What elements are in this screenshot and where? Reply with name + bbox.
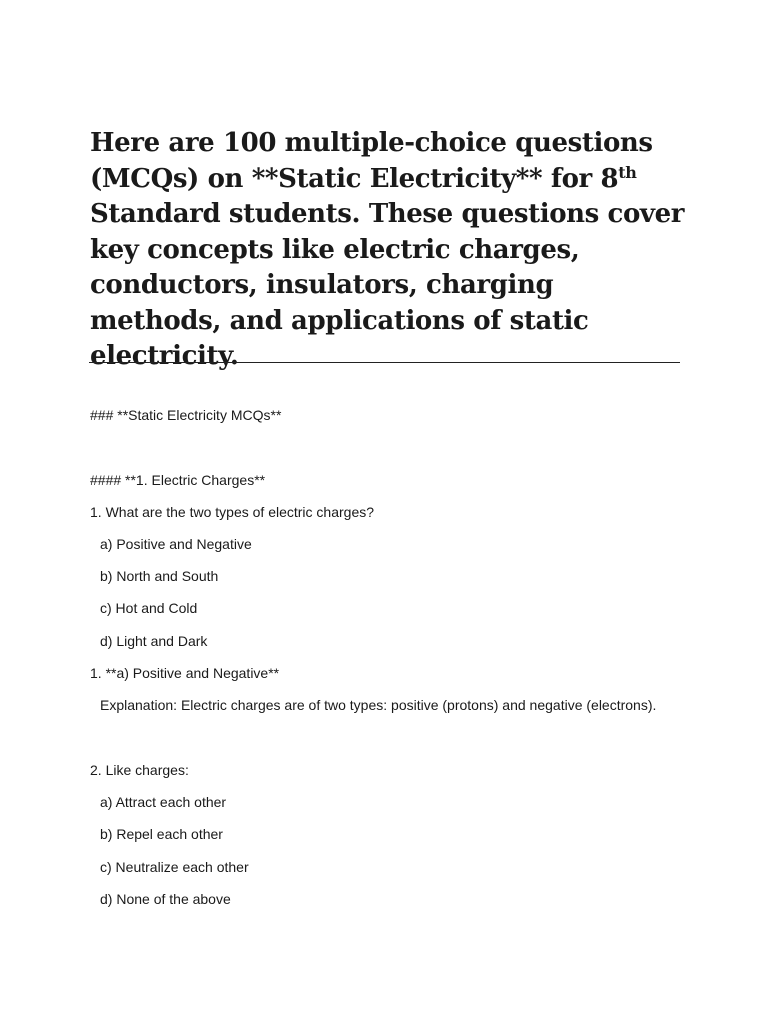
question-1-option-c: c) Hot and Cold xyxy=(100,600,198,616)
intro-heading-text: Here are 100 multiple-choice questions (MCQs) on **Static Electricity** for 8 xyxy=(90,128,653,194)
subsection-title: #### **1. Electric Charges** xyxy=(90,472,266,488)
question-1-explanation: Explanation: Electric charges are of two types: positive (protons) and negative (electrons). xyxy=(100,697,657,713)
question-2-option-d: d) None of the above xyxy=(100,891,231,907)
question-1-option-b: b) North and South xyxy=(100,568,219,584)
question-1-option-d: d) Light and Dark xyxy=(100,633,208,649)
section-title: ### **Static Electricity MCQs** xyxy=(90,407,282,423)
intro-heading-text-continued: Standard students. These questions cover key concepts like electric charges, conductors, insulators, charging methods, and applications of static electricity. xyxy=(90,199,685,371)
intro-heading xyxy=(90,126,690,375)
ordinal-superscript: th xyxy=(618,162,637,182)
question-1: 1. What are the two types of electric charges? xyxy=(90,504,375,520)
question-2-option-a: a) Attract each other xyxy=(100,794,227,810)
question-2-option-c: c) Neutralize each other xyxy=(100,859,249,875)
question-2-option-b: b) Repel each other xyxy=(100,826,223,842)
horizontal-divider xyxy=(89,362,680,363)
question-1-answer: 1. **a) Positive and Negative** xyxy=(90,665,280,681)
question-1-option-a: a) Positive and Negative xyxy=(100,536,252,552)
question-2: 2. Like charges: xyxy=(90,762,189,778)
